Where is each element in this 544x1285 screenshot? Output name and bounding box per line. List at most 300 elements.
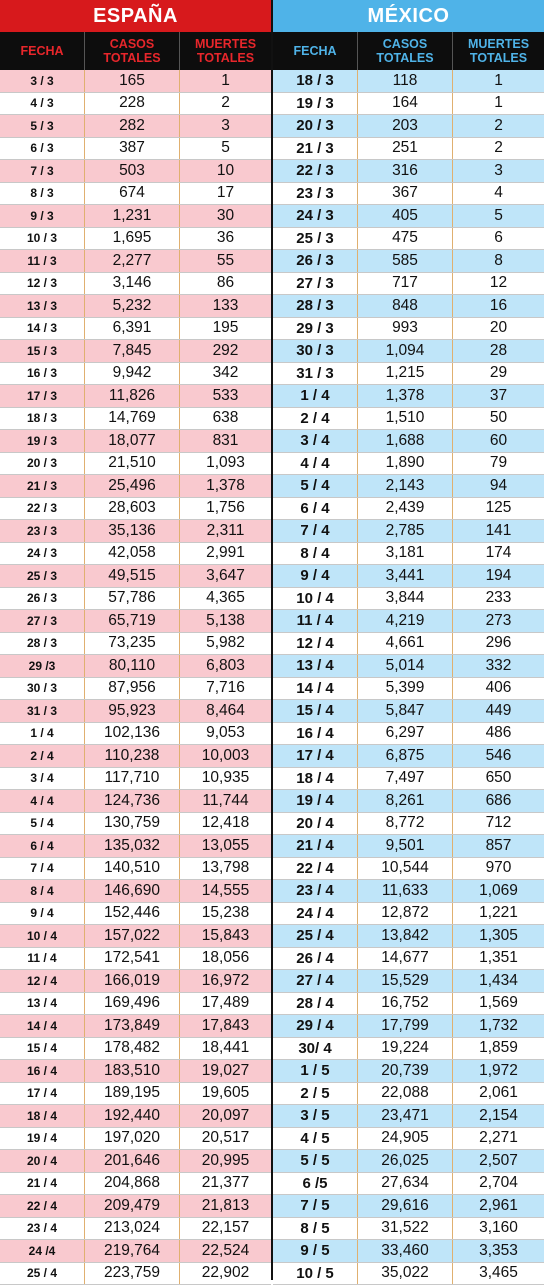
date-cell: 4 / 4 [273, 453, 357, 475]
table-row [0, 745, 271, 768]
date-cell: 9 / 4 [273, 565, 357, 587]
date-cell: 26 / 3 [273, 250, 357, 272]
cases-cell: 14,769 [84, 408, 179, 430]
date-cell: 22 / 3 [0, 498, 84, 520]
date-cell: 5 / 4 [0, 813, 84, 835]
cases-cell: 13,842 [357, 925, 452, 947]
cases-cell: 80,110 [84, 655, 179, 677]
cases-cell: 5,014 [357, 655, 452, 677]
cases-cell: 209,479 [84, 1195, 179, 1217]
deaths-cell: 60 [452, 430, 544, 452]
table-row [0, 138, 271, 161]
cases-cell: 164 [357, 93, 452, 115]
deaths-cell: 1,093 [179, 453, 271, 475]
deaths-cell: 13,055 [179, 835, 271, 857]
cases-cell: 7,497 [357, 768, 452, 790]
table-row [0, 1218, 271, 1241]
date-cell: 24 /4 [0, 1240, 84, 1262]
date-cell: 7 / 3 [0, 160, 84, 182]
deaths-cell: 406 [452, 678, 544, 700]
mexico-header-casos: CASOS TOTALES [357, 32, 452, 70]
cases-cell: 1,510 [357, 408, 452, 430]
deaths-cell: 831 [179, 430, 271, 452]
cases-cell: 10,544 [357, 858, 452, 880]
cases-cell: 848 [357, 295, 452, 317]
deaths-cell: 273 [452, 610, 544, 632]
table-row [0, 790, 271, 813]
date-cell: 6 / 4 [273, 498, 357, 520]
mexico-header-fecha: FECHA [273, 32, 357, 70]
mexico-table [273, 0, 544, 1280]
cases-cell: 26,025 [357, 1150, 452, 1172]
cases-cell: 2,277 [84, 250, 179, 272]
cases-cell: 24,905 [357, 1128, 452, 1150]
cases-cell: 42,058 [84, 543, 179, 565]
date-cell: 31 / 3 [0, 700, 84, 722]
deaths-cell: 5,982 [179, 633, 271, 655]
date-cell: 9 / 3 [0, 205, 84, 227]
table-row [273, 678, 544, 701]
date-cell: 4 / 4 [0, 790, 84, 812]
cases-cell: 23,471 [357, 1105, 452, 1127]
deaths-cell: 125 [452, 498, 544, 520]
deaths-cell: 55 [179, 250, 271, 272]
cases-cell: 228 [84, 93, 179, 115]
table-row [0, 430, 271, 453]
table-row [0, 183, 271, 206]
cases-cell: 178,482 [84, 1038, 179, 1060]
cases-cell: 18,077 [84, 430, 179, 452]
cases-cell: 173,849 [84, 1015, 179, 1037]
deaths-cell: 2,961 [452, 1195, 544, 1217]
date-cell: 19 / 4 [0, 1128, 84, 1150]
deaths-cell: 174 [452, 543, 544, 565]
cases-cell: 65,719 [84, 610, 179, 632]
cases-cell: 3,844 [357, 588, 452, 610]
table-row [0, 925, 271, 948]
cases-cell: 183,510 [84, 1060, 179, 1082]
deaths-cell: 5,138 [179, 610, 271, 632]
deaths-cell: 2,991 [179, 543, 271, 565]
cases-cell: 22,088 [357, 1083, 452, 1105]
deaths-cell: 686 [452, 790, 544, 812]
cases-cell: 1,688 [357, 430, 452, 452]
date-cell: 15 / 4 [273, 700, 357, 722]
date-cell: 29 /3 [0, 655, 84, 677]
deaths-cell: 650 [452, 768, 544, 790]
deaths-cell: 2,154 [452, 1105, 544, 1127]
table-row [0, 1150, 271, 1173]
date-cell: 6 /5 [273, 1173, 357, 1195]
table-row [273, 565, 544, 588]
table-row [0, 993, 271, 1016]
deaths-cell: 4,365 [179, 588, 271, 610]
deaths-cell: 449 [452, 700, 544, 722]
table-row [0, 655, 271, 678]
table-row [273, 115, 544, 138]
deaths-cell: 195 [179, 318, 271, 340]
deaths-cell: 1,351 [452, 948, 544, 970]
cases-cell: 11,826 [84, 385, 179, 407]
cases-cell: 12,872 [357, 903, 452, 925]
table-row [0, 880, 271, 903]
date-cell: 25 / 4 [273, 925, 357, 947]
table-row [273, 790, 544, 813]
cases-cell: 124,736 [84, 790, 179, 812]
table-row [273, 1195, 544, 1218]
deaths-cell: 1 [179, 70, 271, 92]
spain-header-muertes: MUERTES TOTALES [179, 32, 271, 70]
table-row [273, 1173, 544, 1196]
deaths-cell: 6,803 [179, 655, 271, 677]
cases-cell: 165 [84, 70, 179, 92]
table-row [273, 93, 544, 116]
cases-cell: 3,441 [357, 565, 452, 587]
date-cell: 28 / 3 [0, 633, 84, 655]
deaths-cell: 296 [452, 633, 544, 655]
table-row [273, 498, 544, 521]
table-row [273, 813, 544, 836]
cases-cell: 87,956 [84, 678, 179, 700]
deaths-cell: 22,157 [179, 1218, 271, 1240]
deaths-cell: 1,305 [452, 925, 544, 947]
table-row [0, 543, 271, 566]
deaths-cell: 86 [179, 273, 271, 295]
deaths-cell: 141 [452, 520, 544, 542]
deaths-cell: 18,441 [179, 1038, 271, 1060]
deaths-cell: 857 [452, 835, 544, 857]
table-row [273, 1060, 544, 1083]
cases-cell: 1,695 [84, 228, 179, 250]
cases-cell: 73,235 [84, 633, 179, 655]
date-cell: 1 / 4 [0, 723, 84, 745]
deaths-cell: 37 [452, 385, 544, 407]
date-cell: 7 / 4 [0, 858, 84, 880]
cases-cell: 17,799 [357, 1015, 452, 1037]
cases-cell: 157,022 [84, 925, 179, 947]
table-row [0, 408, 271, 431]
date-cell: 21 / 4 [0, 1173, 84, 1195]
table-row [0, 1083, 271, 1106]
date-cell: 8 / 4 [0, 880, 84, 902]
table-row [0, 273, 271, 296]
cases-cell: 189,195 [84, 1083, 179, 1105]
table-row [0, 1060, 271, 1083]
deaths-cell: 3,160 [452, 1218, 544, 1240]
deaths-cell: 8,464 [179, 700, 271, 722]
cases-cell: 9,501 [357, 835, 452, 857]
deaths-cell: 19,027 [179, 1060, 271, 1082]
table-row [0, 610, 271, 633]
table-row [0, 1173, 271, 1196]
date-cell: 23 / 4 [0, 1218, 84, 1240]
deaths-cell: 9,053 [179, 723, 271, 745]
cases-cell: 28,603 [84, 498, 179, 520]
deaths-cell: 970 [452, 858, 544, 880]
date-cell: 14 / 4 [273, 678, 357, 700]
table-row [0, 768, 271, 791]
table-row [0, 498, 271, 521]
date-cell: 4 / 5 [273, 1128, 357, 1150]
table-row [273, 993, 544, 1016]
spain-column-headers [0, 32, 271, 70]
cases-cell: 35,136 [84, 520, 179, 542]
date-cell: 13 / 3 [0, 295, 84, 317]
date-cell: 1 / 5 [273, 1060, 357, 1082]
date-cell: 7 / 5 [273, 1195, 357, 1217]
deaths-cell: 3,465 [452, 1263, 544, 1285]
date-cell: 12 / 4 [0, 970, 84, 992]
cases-cell: 135,032 [84, 835, 179, 857]
cases-cell: 57,786 [84, 588, 179, 610]
table-row [0, 295, 271, 318]
table-row [0, 813, 271, 836]
deaths-cell: 17 [179, 183, 271, 205]
deaths-cell: 22,524 [179, 1240, 271, 1262]
date-cell: 20 / 4 [0, 1150, 84, 1172]
table-row [273, 633, 544, 656]
deaths-cell: 29 [452, 363, 544, 385]
date-cell: 5 / 3 [0, 115, 84, 137]
table-row [273, 700, 544, 723]
table-row [0, 1263, 271, 1285]
mexico-header-muertes: MUERTES TOTALES [452, 32, 544, 70]
cases-cell: 19,224 [357, 1038, 452, 1060]
deaths-cell: 638 [179, 408, 271, 430]
deaths-cell: 11,744 [179, 790, 271, 812]
table-row [273, 453, 544, 476]
deaths-cell: 3 [179, 115, 271, 137]
cases-cell: 316 [357, 160, 452, 182]
deaths-cell: 22,902 [179, 1263, 271, 1285]
date-cell: 27 / 4 [273, 970, 357, 992]
cases-cell: 8,772 [357, 813, 452, 835]
deaths-cell: 712 [452, 813, 544, 835]
date-cell: 1 / 4 [273, 385, 357, 407]
table-row [273, 1015, 544, 1038]
cases-cell: 4,661 [357, 633, 452, 655]
date-cell: 18 / 3 [0, 408, 84, 430]
table-row [0, 723, 271, 746]
deaths-cell: 5 [452, 205, 544, 227]
table-row [273, 1218, 544, 1241]
cases-cell: 197,020 [84, 1128, 179, 1150]
table-row [0, 1128, 271, 1151]
cases-cell: 7,845 [84, 340, 179, 362]
cases-cell: 172,541 [84, 948, 179, 970]
table-row [273, 205, 544, 228]
cases-cell: 674 [84, 183, 179, 205]
deaths-cell: 133 [179, 295, 271, 317]
spain-table [0, 0, 271, 1280]
deaths-cell: 17,489 [179, 993, 271, 1015]
cases-cell: 9,942 [84, 363, 179, 385]
deaths-cell: 1 [452, 70, 544, 92]
cases-cell: 5,232 [84, 295, 179, 317]
date-cell: 28 / 3 [273, 295, 357, 317]
date-cell: 24 / 3 [0, 543, 84, 565]
table-row [273, 1105, 544, 1128]
table-row [273, 183, 544, 206]
table-row [0, 948, 271, 971]
table-row [273, 835, 544, 858]
deaths-cell: 7,716 [179, 678, 271, 700]
table-row [273, 858, 544, 881]
table-row [273, 138, 544, 161]
date-cell: 25 / 4 [0, 1263, 84, 1285]
deaths-cell: 18,056 [179, 948, 271, 970]
date-cell: 20 / 4 [273, 813, 357, 835]
date-cell: 31 / 3 [273, 363, 357, 385]
deaths-cell: 8 [452, 250, 544, 272]
deaths-cell: 30 [179, 205, 271, 227]
deaths-cell: 486 [452, 723, 544, 745]
table-row [0, 115, 271, 138]
cases-cell: 2,439 [357, 498, 452, 520]
cases-cell: 223,759 [84, 1263, 179, 1285]
date-cell: 22 / 4 [273, 858, 357, 880]
mexico-title: MÉXICO [273, 0, 544, 32]
cases-cell: 29,616 [357, 1195, 452, 1217]
deaths-cell: 94 [452, 475, 544, 497]
table-row [273, 925, 544, 948]
deaths-cell: 12,418 [179, 813, 271, 835]
date-cell: 19 / 4 [273, 790, 357, 812]
deaths-cell: 20 [452, 318, 544, 340]
date-cell: 30/ 4 [273, 1038, 357, 1060]
date-cell: 23 / 3 [0, 520, 84, 542]
date-cell: 20 / 3 [273, 115, 357, 137]
date-cell: 6 / 3 [0, 138, 84, 160]
date-cell: 15 / 4 [0, 1038, 84, 1060]
deaths-cell: 6 [452, 228, 544, 250]
cases-cell: 1,231 [84, 205, 179, 227]
table-row [0, 633, 271, 656]
deaths-cell: 2,271 [452, 1128, 544, 1150]
table-row [0, 205, 271, 228]
deaths-cell: 2,061 [452, 1083, 544, 1105]
date-cell: 10 / 5 [273, 1263, 357, 1285]
date-cell: 12 / 3 [0, 273, 84, 295]
date-cell: 13 / 4 [273, 655, 357, 677]
date-cell: 11 / 3 [0, 250, 84, 272]
table-row [0, 970, 271, 993]
cases-cell: 213,024 [84, 1218, 179, 1240]
table-row [273, 903, 544, 926]
cases-cell: 1,215 [357, 363, 452, 385]
spain-title: ESPAÑA [0, 0, 271, 32]
deaths-cell: 1,732 [452, 1015, 544, 1037]
table-row [0, 475, 271, 498]
date-cell: 17 / 3 [0, 385, 84, 407]
table-row [273, 1128, 544, 1151]
table-row [0, 160, 271, 183]
deaths-cell: 19,605 [179, 1083, 271, 1105]
table-row [273, 1083, 544, 1106]
cases-cell: 192,440 [84, 1105, 179, 1127]
table-row [273, 385, 544, 408]
table-row [0, 700, 271, 723]
cases-cell: 140,510 [84, 858, 179, 880]
deaths-cell: 5 [179, 138, 271, 160]
table-row [273, 475, 544, 498]
deaths-cell: 15,238 [179, 903, 271, 925]
cases-cell: 6,875 [357, 745, 452, 767]
deaths-cell: 20,097 [179, 1105, 271, 1127]
cases-cell: 14,677 [357, 948, 452, 970]
date-cell: 18 / 4 [273, 768, 357, 790]
table-row [273, 70, 544, 93]
deaths-cell: 1,221 [452, 903, 544, 925]
table-row [0, 340, 271, 363]
cases-cell: 166,019 [84, 970, 179, 992]
cases-cell: 1,890 [357, 453, 452, 475]
spain-header-fecha: FECHA [0, 32, 84, 70]
cases-cell: 169,496 [84, 993, 179, 1015]
date-cell: 10 / 4 [0, 925, 84, 947]
cases-cell: 130,759 [84, 813, 179, 835]
cases-cell: 95,923 [84, 700, 179, 722]
deaths-cell: 1,972 [452, 1060, 544, 1082]
date-cell: 8 / 4 [273, 543, 357, 565]
date-cell: 29 / 4 [273, 1015, 357, 1037]
cases-cell: 31,522 [357, 1218, 452, 1240]
cases-cell: 49,515 [84, 565, 179, 587]
date-cell: 2 / 4 [0, 745, 84, 767]
deaths-cell: 14,555 [179, 880, 271, 902]
deaths-cell: 332 [452, 655, 544, 677]
date-cell: 22 / 3 [273, 160, 357, 182]
date-cell: 15 / 3 [0, 340, 84, 362]
date-cell: 12 / 4 [273, 633, 357, 655]
deaths-cell: 546 [452, 745, 544, 767]
table-row [273, 768, 544, 791]
cases-cell: 35,022 [357, 1263, 452, 1285]
table-row [273, 160, 544, 183]
date-cell: 16 / 4 [0, 1060, 84, 1082]
deaths-cell: 79 [452, 453, 544, 475]
deaths-cell: 50 [452, 408, 544, 430]
cases-cell: 367 [357, 183, 452, 205]
table-row [273, 520, 544, 543]
date-cell: 8 / 5 [273, 1218, 357, 1240]
table-row [0, 1195, 271, 1218]
cases-cell: 405 [357, 205, 452, 227]
date-cell: 17 / 4 [273, 745, 357, 767]
cases-cell: 21,510 [84, 453, 179, 475]
date-cell: 25 / 3 [273, 228, 357, 250]
cases-cell: 1,378 [357, 385, 452, 407]
date-cell: 24 / 3 [273, 205, 357, 227]
deaths-cell: 1,434 [452, 970, 544, 992]
date-cell: 8 / 3 [0, 183, 84, 205]
cases-cell: 475 [357, 228, 452, 250]
table-row [0, 385, 271, 408]
date-cell: 27 / 3 [273, 273, 357, 295]
date-cell: 30 / 3 [0, 678, 84, 700]
date-cell: 22 / 4 [0, 1195, 84, 1217]
table-row [273, 273, 544, 296]
mexico-rows [273, 70, 544, 1285]
date-cell: 27 / 3 [0, 610, 84, 632]
cases-cell: 33,460 [357, 1240, 452, 1262]
deaths-cell: 3,647 [179, 565, 271, 587]
cases-cell: 27,634 [357, 1173, 452, 1195]
table-row [0, 93, 271, 116]
cases-cell: 20,739 [357, 1060, 452, 1082]
table-row [273, 745, 544, 768]
deaths-cell: 16,972 [179, 970, 271, 992]
